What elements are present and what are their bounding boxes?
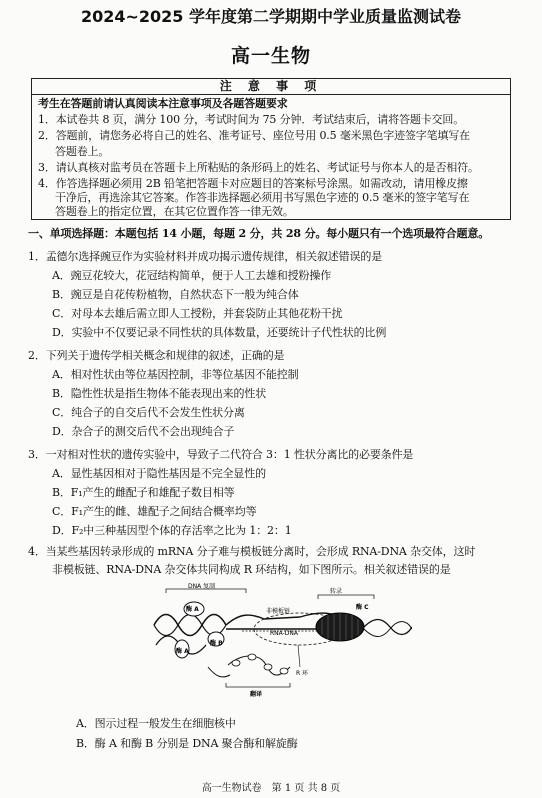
- r-loop-diagram: [150, 583, 412, 698]
- enzyme-c-label: 酶 C: [356, 604, 369, 611]
- question-option: A．显性基因相对于隐性基因是不完全显性的: [52, 467, 266, 480]
- question-stem-continued: 非模板链、RNA-DNA 杂交体共同构成 R 环结构，如下图所示。相关叙述错误的是: [52, 563, 451, 576]
- notice-line: 1．本试卷共 8 页，满分 100 分，考试时间为 75 分钟．考试结束后，请将答题卡交回。: [38, 113, 465, 126]
- question-stem: 3．一对相对性状的遗传实验中，导致子二代符合 3：1 性状分离比的必要条件是: [28, 448, 414, 461]
- dna-replication-label: DNA 复制: [188, 583, 216, 590]
- transcription-label: 转录: [330, 588, 343, 595]
- translation-label: 翻译: [250, 691, 263, 698]
- question-option: D．F₂中三种基因型个体的存活率之比为 1：2：1: [52, 524, 292, 537]
- question-stem: 1．孟德尔选择豌豆作为实验材料并成功揭示遗传规律，相关叙述错误的是: [28, 250, 383, 263]
- question-option: D．杂合子的测交后代不会出现纯合子: [52, 425, 235, 438]
- peptide-chain: [208, 667, 230, 677]
- question-option: C．对母本去雄后需立即人工授粉，并套袋防止其他花粉干扰: [52, 307, 343, 320]
- question-option: B．豌豆是自花传粉植物，自然状态下一般为纯合体: [52, 288, 299, 301]
- question-option: B．酶 A 和酶 B 分别是 DNA 聚合酶和解旋酶: [76, 737, 298, 750]
- question-option: D．实验中不仅要记录不同性状的具体数量，还要统计子代性状的比例: [52, 326, 387, 339]
- page-footer: 高一生物试卷 第 1 页 共 8 页: [201, 783, 341, 794]
- ribosome: [248, 654, 256, 660]
- enzyme-a-label: 酶 A: [186, 606, 199, 613]
- r-loop-label: R 环: [296, 670, 309, 677]
- ribosome: [280, 668, 288, 674]
- enzyme-a2-label: 酶 A: [176, 648, 189, 655]
- question-option: C．纯合子的自交后代不会发生性状分离: [52, 406, 245, 419]
- notice-line: 干净后，再选涂其它答案。作答非选择题必须用书写黑色字迹的 0.5 毫米的签字笔写在: [55, 191, 470, 204]
- question-option: C．F₁产生的雌、雄配子之间结合概率均等: [52, 505, 257, 518]
- r-loop-pointer: [298, 645, 300, 667]
- notice-box: [31, 78, 511, 220]
- notice-line: 2．答题前，请您务必将自己的姓名、准考证号、座位号用 0.5 毫米黑色字迹签字笔填写在: [38, 129, 471, 142]
- question-option: A．豌豆花较大，花冠结构简单，便于人工去雄和授粉操作: [52, 269, 332, 282]
- question-option: B．F₁产生的雌配子和雄配子数目相等: [52, 486, 235, 499]
- exam-subject: 高一生物: [230, 45, 311, 67]
- section-heading: 一、单项选择题：本题包括 14 小题，每题 2 分，共 28 分。每小题只有一个选项最符合题意。: [28, 227, 490, 240]
- ribosome: [232, 660, 240, 666]
- notice-line: 考生在答题前请认真阅读本注意事项及各题答题要求: [38, 97, 288, 110]
- ribosome: [264, 664, 272, 670]
- notice-line: 3．请认真核对监考员在答题卡上所粘贴的条形码上的姓名、考试证号与你本人的是否相符。: [38, 161, 479, 174]
- notice-line: 答题卷上的指定位置，在其它位置作答一律无效。: [55, 205, 294, 218]
- notice-title: 注 意 事 项: [32, 79, 510, 95]
- non-template-label: 非模板链: [266, 608, 291, 615]
- question-stem: 4．当某些基因转录形成的 mRNA 分子难与模板链分离时，会形成 RNA-DNA 杂交体，这时: [28, 545, 476, 558]
- notice-line: 答题卷上。: [55, 145, 110, 158]
- transcription-bracket: [318, 595, 374, 599]
- translation-bracket: [226, 683, 290, 687]
- rna-dna-label: RNA-DNA: [270, 630, 299, 637]
- enzyme-b-label: 酶 B: [210, 640, 223, 647]
- question-option: A．图示过程一般发生在细胞核中: [76, 717, 236, 730]
- question-option: B．隐性性状是指生物体不能表现出来的性状: [52, 387, 267, 400]
- question-stem: 2．下列关于遗传学相关概念和规律的叙述，正确的是: [28, 349, 285, 362]
- notice-line: 4．作答选择题必须用 2B 铅笔把答题卡对应题目的答案标号涂黑。如需改动，请用橡皮擦: [38, 177, 468, 190]
- exam-title: 2024~2025 学年度第二学期期中学业质量监测试卷: [80, 7, 462, 26]
- question-option: A．相对性状由等位基因控制，非等位基因不能控制: [52, 368, 299, 381]
